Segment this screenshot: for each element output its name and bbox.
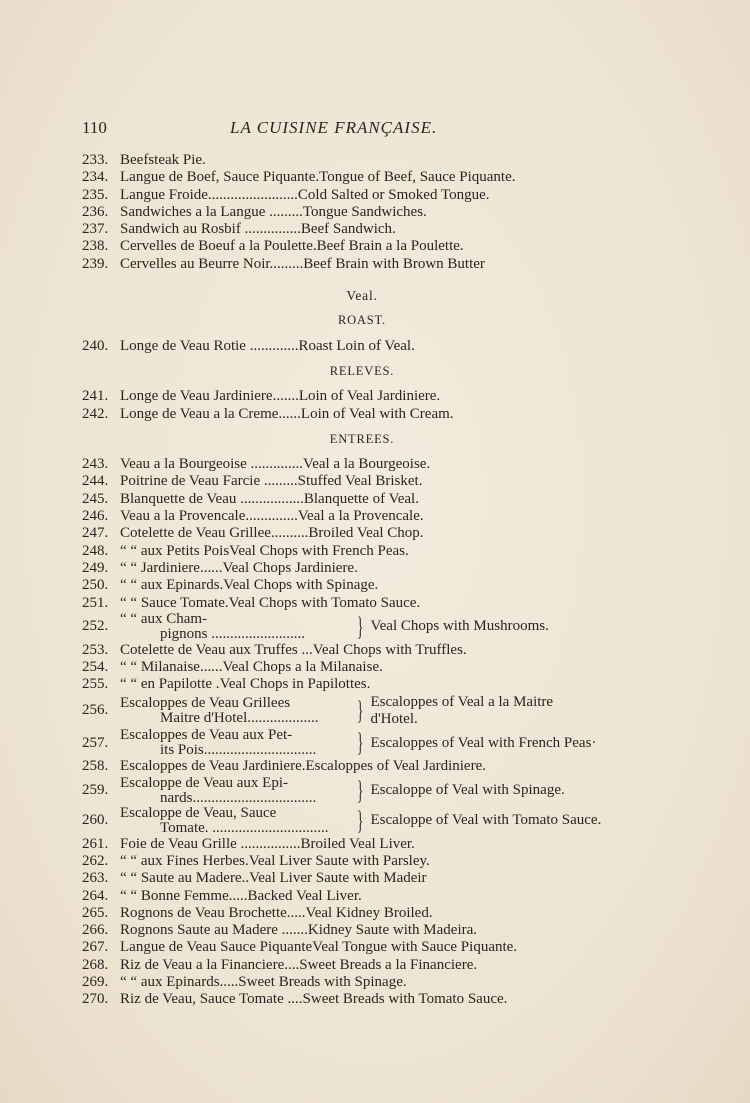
- section-heading: RELEVES.: [329, 363, 395, 378]
- list-item: [82, 169, 642, 186]
- item-number: 261.: [82, 835, 109, 852]
- list-item: [82, 221, 642, 238]
- french-name: Blanquette de Veau .................: [120, 490, 304, 507]
- list-item: [82, 204, 642, 221]
- item-number: 250.: [82, 577, 109, 594]
- french-name: “ “ aux Fines Herbes.: [120, 852, 249, 869]
- list-item: [82, 543, 642, 560]
- english-name: Veal Chops in Papilottes.: [219, 676, 371, 693]
- french-name: Foie de Veau Grille ................: [120, 835, 301, 852]
- english-name: Cold Salted or Smoked Tongue.: [297, 186, 490, 203]
- item-number: 235.: [82, 186, 109, 203]
- item-number: 241.: [82, 388, 109, 405]
- french-line: pignons .........................: [160, 625, 306, 642]
- french-name: Langue de Veau Sauce Piquante: [120, 939, 313, 956]
- french-name: [120, 728, 352, 758]
- english-name: [370, 782, 564, 799]
- list-item: [82, 238, 642, 255]
- french-name: Riz de Veau, Sauce Tomate ....: [120, 991, 303, 1008]
- english-name: Veal Chops a la Milanaise.: [222, 659, 383, 676]
- list-item: [82, 957, 642, 974]
- item-number: 238.: [82, 238, 109, 255]
- english-name: Veal Chops with French Peas.: [229, 542, 409, 559]
- french-name: Longe de Veau Rotie .............: [120, 337, 299, 354]
- item-number: 234.: [82, 169, 109, 186]
- english-name: [370, 812, 601, 829]
- item-number: 260.: [82, 811, 109, 828]
- list-item: [82, 256, 642, 273]
- english-line: Escaloppe of Veal with Spinage.: [370, 781, 565, 798]
- french-line: Escaloppe de Veau aux Epi-: [120, 774, 288, 791]
- spacer: [82, 355, 642, 363]
- item-number: 239.: [82, 255, 109, 272]
- english-name: Stuffed Veal Brisket.: [297, 473, 423, 490]
- english-name: Kidney Saute with Madeira.: [307, 922, 478, 939]
- item-number: 258.: [82, 758, 109, 775]
- list-item: [82, 728, 642, 758]
- list-item: [82, 525, 642, 542]
- english-name: Veal Tongue with Sauce Piquante.: [312, 939, 518, 956]
- list-item: [82, 560, 642, 577]
- french-name: [120, 696, 352, 726]
- list-item: [82, 612, 642, 642]
- list-item: [82, 776, 642, 806]
- french-line: Escaloppe de Veau, Sauce: [120, 804, 277, 821]
- french-line: Escaloppes de Veau Grillees: [120, 695, 291, 712]
- english-name: Veal Liver Saute with Parsley.: [248, 852, 430, 869]
- page-number: 110: [82, 118, 107, 137]
- french-line: its Pois..............................: [160, 742, 317, 759]
- french-name: Veau a la Bourgeoise ..............: [120, 456, 304, 473]
- item-number: 237.: [82, 221, 109, 238]
- list-item: [82, 870, 642, 887]
- english-name: Sweet Breads a la Financiere.: [299, 956, 478, 973]
- list-item: [82, 922, 642, 939]
- item-number: 256.: [82, 702, 109, 719]
- french-name: Rognons Saute au Madere .......: [120, 922, 308, 939]
- brace-icon: }: [357, 775, 364, 805]
- item-number: 251.: [82, 594, 109, 611]
- english-name: Veal Liver Saute with Madeir: [249, 870, 427, 887]
- french-name: “ “ aux Epinards.: [120, 577, 224, 594]
- french-name: Veau a la Provencale..............: [120, 508, 298, 525]
- item-number: 259.: [82, 781, 109, 798]
- french-name: “ “ aux Petits Pois: [120, 542, 230, 559]
- english-name: Beef Brain with Brown Butter: [303, 255, 485, 272]
- english-name: Veal Chops with Truffles.: [312, 641, 467, 658]
- french-line: Escaloppes de Veau aux Pet-: [120, 727, 293, 744]
- english-name: Veal Chops with Spinage.: [223, 577, 379, 594]
- item-number: 242.: [82, 405, 109, 422]
- section-heading: ROAST.: [338, 313, 386, 328]
- english-line: Escaloppe of Veal with Tomato Sauce.: [370, 811, 602, 828]
- english-name: Roast Loin of Veal.: [298, 337, 415, 354]
- menu-list: [82, 152, 642, 1009]
- english-name: Loin of Veal with Cream.: [300, 405, 454, 422]
- french-name: Sandwiches a la Langue .........: [120, 203, 303, 220]
- french-line: nards.................................: [160, 789, 317, 806]
- spacer: [82, 304, 642, 312]
- section-heading: ENTREES.: [329, 431, 395, 446]
- english-name: Sweet Breads with Spinage.: [238, 973, 407, 990]
- english-line: Escaloppes of Veal with French Peas·: [370, 734, 597, 751]
- english-name: Blanquette of Veal.: [303, 490, 419, 507]
- item-number: 269.: [82, 973, 109, 990]
- running-title: LA CUISINE FRANÇAISE.: [230, 118, 438, 137]
- list-item: [82, 905, 642, 922]
- list-item: [82, 676, 642, 693]
- item-number: 245.: [82, 490, 109, 507]
- french-name: Rognons de Veau Brochette.....: [120, 904, 306, 921]
- french-name: Sandwich au Rosbif ...............: [120, 221, 301, 238]
- item-number: 233.: [82, 152, 109, 168]
- item-number: 264.: [82, 887, 109, 904]
- english-name: Veal Chops with Tomato Sauce.: [228, 594, 421, 611]
- french-line: Tomate. ...............................: [160, 819, 329, 836]
- item-number: 254.: [82, 659, 109, 676]
- list-item: [82, 758, 642, 775]
- french-name: Beefsteak Pie.: [120, 152, 206, 168]
- english-name: Backed Veal Liver.: [247, 887, 362, 904]
- spacer: [82, 273, 642, 287]
- item-number: 265.: [82, 904, 109, 921]
- item-number: 249.: [82, 559, 109, 576]
- french-line: Maitre d'Hotel...................: [160, 710, 319, 727]
- list-item: [82, 595, 642, 612]
- brace-icon: }: [357, 696, 364, 726]
- spacer: [82, 423, 642, 431]
- french-name: “ “ aux Epinards.....: [120, 973, 239, 990]
- list-item: [82, 388, 642, 405]
- list-item: [82, 491, 642, 508]
- item-number: 255.: [82, 676, 109, 693]
- list-item: [82, 853, 642, 870]
- item-number: 253.: [82, 641, 109, 658]
- list-item: [82, 836, 642, 853]
- french-name: Langue de Boef, Sauce Piquante.: [120, 169, 320, 186]
- french-name: “ “ Sauce Tomate.: [120, 594, 229, 611]
- item-number: 236.: [82, 203, 109, 220]
- item-number: 262.: [82, 852, 109, 869]
- french-name: Longe de Veau a la Creme......: [120, 405, 301, 422]
- french-line: “ “ aux Cham-: [120, 610, 208, 627]
- french-name: Cervelles au Beurre Noir.........: [120, 255, 304, 272]
- english-name: Veal a la Bourgeoise.: [303, 456, 431, 473]
- french-name: [120, 776, 352, 806]
- english-name: Broiled Veal Chop.: [308, 525, 424, 542]
- english-line: Veal Chops with Mushrooms.: [370, 618, 549, 635]
- item-number: 244.: [82, 473, 109, 490]
- brace-icon: }: [357, 805, 364, 835]
- spacer: [82, 330, 642, 338]
- item-number: 263.: [82, 870, 109, 887]
- english-name: Loin of Veal Jardiniere.: [298, 388, 441, 405]
- english-name: Escaloppes of Veal Jardiniere.: [305, 758, 486, 775]
- item-number: 246.: [82, 508, 109, 525]
- english-name: Veal Kidney Broiled.: [305, 904, 433, 921]
- french-name: “ “ Jardiniere......: [120, 559, 223, 576]
- list-item: [82, 456, 642, 473]
- item-number: 270.: [82, 991, 109, 1008]
- english-name: Veal a la Provencale.: [297, 508, 424, 525]
- list-item: [82, 659, 642, 676]
- english-name: Beef Sandwich.: [300, 221, 396, 238]
- english-name: [370, 694, 553, 729]
- french-name: [120, 806, 352, 836]
- item-number: 257.: [82, 734, 109, 751]
- list-item: [82, 577, 642, 594]
- list-item: [82, 508, 642, 525]
- list-item: [82, 187, 642, 204]
- french-name: Cervelles de Boeuf a la Poulette.: [120, 238, 317, 255]
- english-line: d'Hotel.: [370, 711, 418, 728]
- list-item: [82, 888, 642, 905]
- french-name: Cotelette de Veau aux Truffes ...: [120, 641, 313, 658]
- brace-icon: }: [357, 611, 364, 641]
- french-name: Langue Froide........................: [120, 186, 298, 203]
- english-name: Broiled Veal Liver.: [300, 835, 415, 852]
- item-number: 268.: [82, 956, 109, 973]
- list-item: [82, 974, 642, 991]
- english-name: Tongue Sandwiches.: [302, 203, 427, 220]
- item-number: 267.: [82, 939, 109, 956]
- list-item: [82, 642, 642, 659]
- item-number: 243.: [82, 456, 109, 473]
- list-item: [82, 152, 642, 169]
- english-name: [370, 618, 548, 635]
- list-item: [82, 939, 642, 956]
- list-item: [82, 473, 642, 490]
- english-name: Beef Brain a la Poulette.: [316, 238, 464, 255]
- french-name: Cotelette de Veau Grillee..........: [120, 525, 309, 542]
- list-item: [82, 338, 642, 355]
- french-name: Escaloppes de Veau Jardiniere.: [120, 758, 306, 775]
- brace-icon: }: [357, 728, 364, 758]
- item-number: 248.: [82, 542, 109, 559]
- section-heading: Veal.: [346, 288, 378, 304]
- french-name: [120, 612, 352, 642]
- item-number: 266.: [82, 922, 109, 939]
- list-item: [82, 694, 642, 729]
- french-name: Poitrine de Veau Farcie .........: [120, 473, 298, 490]
- list-item: [82, 806, 642, 836]
- item-number: 252.: [82, 618, 109, 635]
- english-name: Sweet Breads with Tomato Sauce.: [302, 991, 508, 1008]
- english-name: Tongue of Beef, Sauce Piquante.: [319, 169, 516, 186]
- spacer: [82, 448, 642, 456]
- french-name: “ “ en Papilotte .: [120, 676, 220, 693]
- french-name: “ “ Bonne Femme.....: [120, 887, 248, 904]
- spacer: [82, 380, 642, 388]
- list-item: [82, 406, 642, 423]
- english-name: [370, 735, 596, 752]
- item-number: 240.: [82, 337, 109, 354]
- french-name: Longe de Veau Jardiniere.......: [120, 388, 299, 405]
- english-name: Veal Chops Jardiniere.: [222, 559, 358, 576]
- english-line: Escaloppes of Veal a la Maitre: [370, 693, 554, 710]
- french-name: “ “ Saute au Madere..: [120, 870, 250, 887]
- list-item: [82, 991, 642, 1008]
- french-name: Riz de Veau a la Financiere....: [120, 956, 300, 973]
- item-number: 247.: [82, 525, 109, 542]
- french-name: “ “ Milanaise......: [120, 659, 223, 676]
